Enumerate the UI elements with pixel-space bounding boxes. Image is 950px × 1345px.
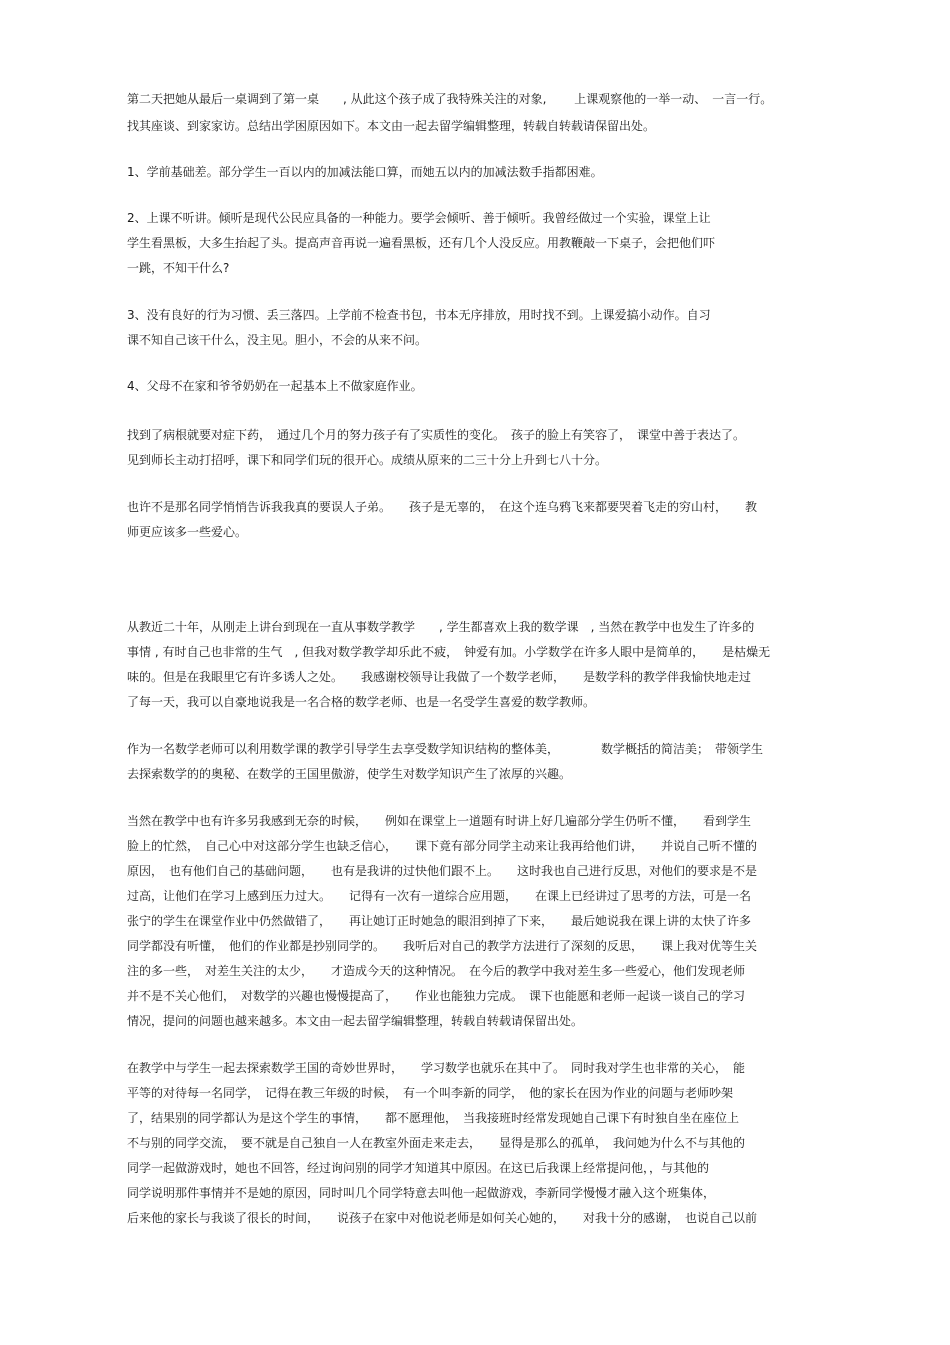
text-line: 注的多一些， 对差生关注的太少， 才造成今天的这种情况。 在今后的教学中我对差生多一些爱心，他们发现老师 — [127, 964, 746, 978]
text-line: 同学都没有听懂， 他们的作业都是抄别同学的。 我听后对自己的教学方法进行了深刻的反思， 课上我对优等生关 — [127, 939, 758, 953]
text-line: 在教学中与学生一起去探索数学王国的奇妙世界时， 学习数学也就乐在其中了。 同时我对学生也非常的关心， 能 — [127, 1061, 746, 1075]
text-line: 事情 , 有时自己也非常的生气 , 但我对数学教学却乐此不疲， 钟爱有加。小学数学在许多人眼中是简单的， 是枯燥无 — [127, 645, 771, 659]
text-line: 张宁的学生在课堂作业中仍然做错了， 再让她订正时她急的眼泪到掉了下来， 最后她说我在课上讲的太快了许多 — [127, 914, 752, 928]
text-line: 课不知自己该干什么，没主见。胆小，不会的从来不问。 — [127, 333, 428, 347]
text-line: 同学说明那件事情并不是她的原因，同时叫几个同学特意去叫他一起做游戏，李新同学慢慢才融入这个班集体， — [127, 1186, 716, 1200]
text-line: 味的。但是在我眼里它有许多诱人之处。 我感谢校领导让我做了一个数学老师， 是数学科的教学伴我愉快地走过 — [127, 670, 752, 684]
text-line: 师更应该多一些爱心。 — [127, 525, 248, 539]
text-line: 并不是不关心他们， 对数学的兴趣也慢慢提高了， 作业也能独力完成。 课下也能愿和老师一起谈一谈自己的学习 — [127, 989, 746, 1003]
text-line: 平等的对待每一名同学， 记得在教三年级的时候， 有一个叫李新的同学， 他的家长在因为作业的问题与老师吵架 — [127, 1086, 734, 1100]
text-line: 了，结果别的同学都认为是这个学生的事情， 都不愿理他， 当我接班时经常发现她自己课下有时独自坐在座位上 — [127, 1111, 740, 1125]
text-line: 找到了病根就要对症下药， 通过几个月的努力孩子有了实质性的变化。 孩子的脸上有笑容了， 课堂中善于表达了。 — [127, 428, 746, 442]
text-line: 1、学前基础差。部分学生一百以内的加减法能口算，而她五以内的加减法数手指都困难。 — [127, 165, 603, 179]
text-line: 脸上的忙然， 自己心中对这部分学生也缺乏信心， 课下竟有部分同学主动来让我再给他们讲， 并说自己听不懂的 — [127, 839, 758, 853]
text-line: 从教近二十年，从刚走上讲台到现在一直从事数学教学 , 学生都喜欢上我的数学课 , 当然在教学中也发生了许多的 — [127, 620, 755, 634]
text-line: 找其座谈、到家家访。总结出学困原因如下。本文由一起去留学编辑整理，转载自转载请保留出处。 — [127, 119, 656, 133]
text-line: 一跳，不知干什么? — [127, 261, 230, 275]
text-line: 了每一天，我可以自豪地说我是一名合格的数学老师、也是一名受学生喜爱的数学教师。 — [127, 695, 596, 709]
text-line: 4、父母不在家和爷爷奶奶在一起基本上不做家庭作业。 — [127, 379, 423, 393]
text-line: 作为一名数学老师可以利用数学课的教学引导学生去享受数学知识结构的整体美， 数学概括的简洁美； 带领学生 — [127, 742, 764, 756]
text-line: 见到师长主动打招呼，课下和同学们玩的很开心。成绩从原来的二三十分上升到七八十分。 — [127, 453, 608, 467]
text-line: 3、没有良好的行为习惯、丢三落四。上学前不检查书包，书本无序排放，用时找不到。上课爱搞小动作。自习 — [127, 308, 711, 322]
text-line: 同学一起做游戏时，她也不回答，经过询问别的同学才知道其中原因。在这已后我课上经常提问他，，与其他的 — [127, 1161, 710, 1175]
text-line: 当然在教学中也有许多另我感到无奈的时候， 例如在课堂上一道题有时讲上好几遍部分学生仍听不懂， 看到学生 — [127, 814, 752, 828]
text-line: 不与别的同学交流， 要不就是自己独自一人在教室外面走来走去， 显得是那么的孤单， 我问她为什么不与其他的 — [127, 1136, 746, 1150]
text-line: 原因， 也有他们自己的基础问题， 也有是我讲的过快他们跟不上。 这时我也自己进行反思，对他们的要求是不是 — [127, 864, 758, 878]
text-line: 去探索数学的的奥秘、在数学的王国里傲游，使学生对数学知识产生了浓厚的兴趣。 — [127, 767, 572, 781]
text-line: 情况，提问的问题也越来越多。本文由一起去留学编辑整理，转载自转载请保留出处。 — [127, 1014, 584, 1028]
text-line: 第二天把她从最后一桌调到了第一桌 , 从此这个孩子成了我特殊关注的对象, 上课观察他的一举一动、 一言一行。 — [127, 92, 773, 106]
text-line: 过高，让他们在学习上感到压力过大。 记得有一次有一道综合应用题， 在课上已经讲过了思考的方法，可是一名 — [127, 889, 752, 903]
text-line: 也许不是那名同学悄悄告诉我我真的要误人子弟。 孩子是无辜的， 在这个连乌鸦飞来都要哭着飞走的穷山村， 教 — [127, 500, 758, 514]
text-line: 2、上课不听讲。倾听是现代公民应具备的一种能力。要学会倾听、善于倾听。我曾经做过一个实验，课堂上让 — [127, 211, 711, 225]
text-line: 后来他的家长与我谈了很长的时间， 说孩子在家中对他说老师是如何关心她的， 对我十分的感谢， 也说自己以前 — [127, 1211, 758, 1225]
text-line: 学生看黑板，大多生抬起了头。提高声音再说一遍看黑板，还有几个人没反应。用教鞭敲一下桌子，会把他们吓 — [127, 236, 716, 250]
